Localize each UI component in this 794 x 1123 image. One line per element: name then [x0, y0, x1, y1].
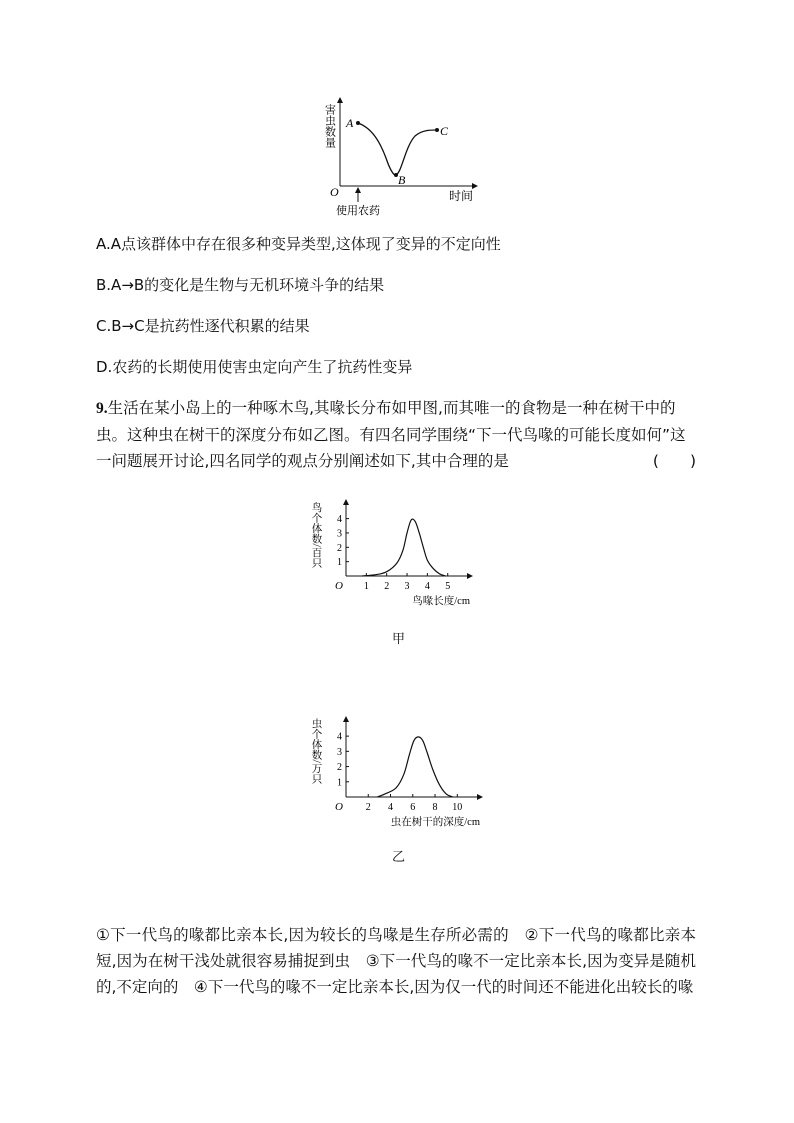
- depth-chart-y-label: 虫个体数/万只: [310, 718, 322, 784]
- question-number: 9.: [96, 400, 108, 417]
- point-c-label: C: [440, 124, 449, 138]
- beak-chart-series-line: [362, 519, 445, 576]
- pest-origin: O: [330, 185, 339, 199]
- depth-chart-x-tick-label: 4: [388, 802, 394, 813]
- option-a: A.A点该群体中存在很多种变异类型,这体现了变异的不定向性: [96, 235, 501, 253]
- depth-chart-origin: O: [335, 801, 343, 813]
- pest-curve: [358, 123, 437, 175]
- question-text: 生活在某小岛上的一种啄木鸟,其喙长分布如甲图,而其唯一的食物是一种在树干中的虫。这种虫在树干的深度分布如乙图。有四名同学围绕“下一代鸟喙的可能长度如何”这一问题展开讨论,四名同学的观点分别阐述如下,其中合理的是: [96, 399, 686, 470]
- pest-x-label: 时间: [449, 189, 474, 203]
- point-c-dot: [435, 128, 439, 132]
- beak-chart-x-tick-label: 2: [384, 581, 390, 592]
- beak-chart-x-label: 鸟喙长度/cm: [412, 596, 470, 607]
- beak-length-chart: [312, 496, 482, 608]
- beak-chart-x-tick-label: 4: [424, 581, 430, 592]
- depth-chart-x-label: 虫在树干的深度/cm: [390, 817, 480, 828]
- point-b-label: B: [398, 173, 406, 187]
- option-b: B.A→B的变化是生物与无机环境斗争的结果: [96, 276, 385, 294]
- depth-chart-series-line: [377, 737, 453, 797]
- insect-depth-chart: [310, 712, 487, 828]
- option-d: D.农药的长期使用使害虫定向产生了抗药性变异: [96, 358, 413, 376]
- question-9: [96, 395, 696, 474]
- option-c: C.B→C是抗药性逐代积累的结果: [96, 317, 310, 335]
- depth-chart-y-tick-label: 3: [337, 746, 342, 758]
- depth-chart-y-tick-label: 2: [337, 762, 342, 774]
- depth-chart-x-tick-label: 2: [365, 802, 371, 813]
- beak-chart-y-tick-label: 2: [337, 542, 342, 554]
- beak-chart-x-tick-label: 5: [445, 581, 451, 592]
- beak-chart-y-label: 鸟个体数/百只: [310, 502, 322, 568]
- chart-b-caption: 乙: [392, 850, 406, 865]
- point-a-dot: [356, 121, 360, 125]
- pesticide-label: 使用农药: [336, 204, 380, 217]
- beak-chart-x-tick-label: 3: [404, 581, 410, 592]
- depth-chart-x-tick-label: 8: [432, 802, 438, 813]
- depth-chart-x-tick-label: 6: [410, 802, 416, 813]
- chart-a-caption: 甲: [392, 632, 406, 647]
- statements-paragraph: ①下一代鸟的喙都比亲本长,因为较长的鸟喙是生存所必需的 ②下一代鸟的喙都比亲本短,因为在树干浅处就很容易捕捉到虫 ③下一代鸟的喙不一定比亲本长,因为变异是随机的,不定向的 ④下一代鸟的喙不一定比亲本长,因为仅一代的时间还不能进化出较长的喙: [96, 926, 696, 996]
- beak-chart-y-tick-label: 1: [337, 557, 342, 569]
- depth-chart-x-tick-label: 10: [452, 802, 463, 813]
- depth-chart-y-tick-label: 1: [337, 777, 342, 789]
- depth-chart-y-tick-label: 4: [337, 731, 342, 743]
- answer-blank: ( ): [652, 452, 696, 470]
- point-a-label: A: [346, 116, 354, 130]
- beak-chart-origin: O: [335, 580, 343, 592]
- beak-chart-x-tick-label: 1: [363, 581, 369, 592]
- beak-chart-y-tick-label: 3: [337, 528, 342, 540]
- pest-figure: [310, 92, 490, 222]
- beak-chart-y-tick-label: 4: [337, 514, 342, 526]
- pest-y-label: 害虫数量: [323, 104, 337, 148]
